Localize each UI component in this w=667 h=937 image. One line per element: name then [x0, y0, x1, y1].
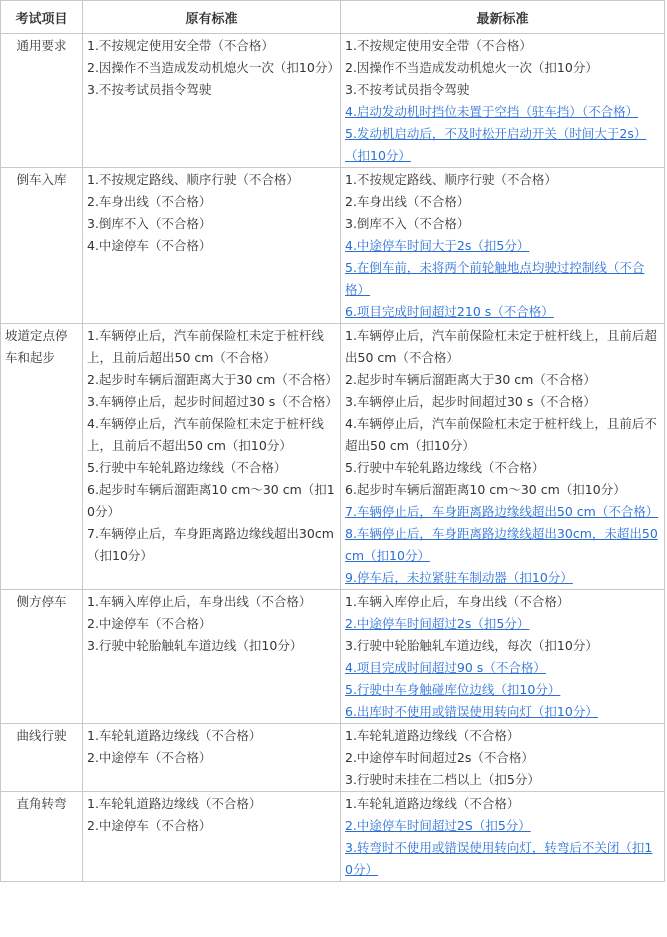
exam-item-cell: 侧方停车: [1, 590, 83, 724]
latest-rule-item: 1.车轮轧道路边缘线（不合格）: [345, 796, 520, 811]
latest-rule-item: 1.不按规定路线、顺序行驶（不合格）: [345, 172, 557, 187]
latest-rule-item: 6.起步时车辆后溜距离10 cm～30 cm（扣10分）: [345, 482, 626, 497]
original-standard-cell: [83, 724, 341, 792]
latest-rule-item: 1.车辆入库停止后，车身出线（不合格）: [345, 594, 570, 609]
latest-rule-item-changed: 4.项目完成时间超过90 s（不合格）: [345, 660, 546, 675]
original-rule-item: 1.不按规定使用安全带（不合格）: [87, 38, 274, 53]
latest-rule-item-changed: 9.停车后，未拉紧驻车制动器（扣10分）: [345, 570, 573, 585]
original-rule-item: 2.中途停车（不合格）: [87, 750, 212, 765]
latest-rule-item: 3.行驶中轮胎触轧车道边线，每次（扣10分）: [345, 638, 598, 653]
latest-rule-item: 4.车辆停止后，汽车前保险杠未定于桩杆线上，且前后不超出50 cm（扣10分）: [345, 416, 657, 453]
latest-rule-item-changed: 5.行驶中车身触碰库位边线（扣10分）: [345, 682, 561, 697]
exam-item-cell: 曲线行驶: [1, 724, 83, 792]
original-standard-cell: [83, 324, 341, 590]
latest-rule-item: 3.不按考试员指令驾驶: [345, 82, 470, 97]
latest-standard-cell: [341, 34, 665, 168]
latest-rule-item: 1.车辆停止后，汽车前保险杠未定于桩杆线上，且前后超出50 cm（不合格）: [345, 328, 657, 365]
latest-rule-item: 3.车辆停止后，起步时间超过30 s（不合格）: [345, 394, 596, 409]
latest-rule-item-changed: 4.中途停车时间大于2s（扣5分）: [345, 238, 530, 253]
table-row: [1, 324, 665, 590]
exam-item-cell: 通用要求: [1, 34, 83, 168]
latest-rule-item: 3.倒库不入（不合格）: [345, 216, 470, 231]
latest-standard-cell: [341, 324, 665, 590]
latest-rule-item-changed: 8.车辆停止后，车身距离路边缘线超出30cm，未超出50cm（扣10分）: [345, 526, 658, 563]
header-exam-item: 考试项目: [1, 1, 83, 34]
original-rule-item: 2.起步时车辆后溜距离大于30 cm（不合格）: [87, 372, 338, 387]
exam-item-cell: 倒车入库: [1, 168, 83, 324]
original-rule-item: 3.倒库不入（不合格）: [87, 216, 212, 231]
original-rule-item: 3.不按考试员指令驾驶: [87, 82, 212, 97]
latest-rule-item: 2.车身出线（不合格）: [345, 194, 470, 209]
table-row: [1, 168, 665, 324]
original-rule-item: 1.不按规定路线、顺序行驶（不合格）: [87, 172, 299, 187]
latest-rule-item-changed: 5.在倒车前，未将两个前轮触地点均驶过控制线（不合格）: [345, 260, 645, 297]
latest-rule-item-changed: 2.中途停车时间超过2S（扣5分）: [345, 818, 531, 833]
original-rule-item: 7.车辆停止后，车身距离路边缘线超出30cm（扣10分）: [87, 526, 334, 563]
latest-rule-item-changed: 5.发动机启动后，不及时松开启动开关（时间大于2s）（扣10分）: [345, 126, 647, 163]
latest-rule-item: 1.车轮轧道路边缘线（不合格）: [345, 728, 520, 743]
latest-standard-cell: [341, 792, 665, 882]
latest-standard-cell: [341, 590, 665, 724]
latest-rule-item: 3.行驶时未挂在二档以上（扣5分）: [345, 772, 540, 787]
table-row: [1, 590, 665, 724]
original-rule-item: 2.车身出线（不合格）: [87, 194, 212, 209]
latest-rule-item-changed: 2.中途停车时间超过2s（扣5分）: [345, 616, 530, 631]
latest-rule-item: 2.起步时车辆后溜距离大于30 cm（不合格）: [345, 372, 596, 387]
exam-item-cell: 坡道定点停车和起步: [1, 324, 83, 590]
original-standard-cell: [83, 34, 341, 168]
table-row: [1, 34, 665, 168]
original-standard-cell: [83, 792, 341, 882]
latest-rule-item: 1.不按规定使用安全带（不合格）: [345, 38, 532, 53]
original-rule-item: 1.车轮轧道路边缘线（不合格）: [87, 796, 262, 811]
exam-item-cell: 直角转弯: [1, 792, 83, 882]
header-row: [1, 1, 665, 34]
original-rule-item: 5.行驶中车轮轧路边缘线（不合格）: [87, 460, 287, 475]
latest-rule-item: 5.行驶中车轮轧路边缘线（不合格）: [345, 460, 545, 475]
header-latest-standard: 最新标准: [341, 1, 665, 34]
original-rule-item: 4.中途停车（不合格）: [87, 238, 212, 253]
original-standard-cell: [83, 168, 341, 324]
latest-standard-cell: [341, 724, 665, 792]
original-rule-item: 2.因操作不当造成发动机熄火一次（扣10分）: [87, 60, 340, 75]
table-row: [1, 792, 665, 882]
latest-rule-item-changed: 6.项目完成时间超过210 s（不合格）: [345, 304, 554, 319]
original-rule-item: 3.行驶中轮胎触轧车道边线（扣10分）: [87, 638, 303, 653]
latest-rule-item-changed: 6.出库时不使用或错误使用转向灯（扣10分）: [345, 704, 598, 719]
latest-rule-item: 2.中途停车时间超过2s（不合格）: [345, 750, 534, 765]
original-rule-item: 6.起步时车辆后溜距离10 cm～30 cm（扣10分）: [87, 482, 335, 519]
table-row: [1, 724, 665, 792]
original-rule-item: 4.车辆停止后，汽车前保险杠未定于桩杆线上，且前后不超出50 cm（扣10分）: [87, 416, 324, 453]
original-standard-cell: [83, 590, 341, 724]
latest-rule-item-changed: 3.转弯时不使用或错误使用转向灯，转弯后不关闭（扣10分）: [345, 840, 653, 877]
latest-rule-item-changed: 4.启动发动机时挡位未置于空挡（驻车挡）（不合格）: [345, 104, 639, 119]
original-rule-item: 2.中途停车（不合格）: [87, 616, 212, 631]
latest-rule-item: 2.因操作不当造成发动机熄火一次（扣10分）: [345, 60, 598, 75]
original-rule-item: 3.车辆停止后，起步时间超过30 s（不合格）: [87, 394, 338, 409]
latest-standard-cell: [341, 168, 665, 324]
original-rule-item: 2.中途停车（不合格）: [87, 818, 212, 833]
latest-rule-item-changed: 7.车辆停止后，车身距离路边缘线超出50 cm（不合格）: [345, 504, 659, 519]
original-rule-item: 1.车辆停止后，汽车前保险杠未定于桩杆线上，且前后超出50 cm（不合格）: [87, 328, 324, 365]
original-rule-item: 1.车轮轧道路边缘线（不合格）: [87, 728, 262, 743]
original-rule-item: 1.车辆入库停止后，车身出线（不合格）: [87, 594, 312, 609]
header-original-standard: 原有标准: [83, 1, 341, 34]
